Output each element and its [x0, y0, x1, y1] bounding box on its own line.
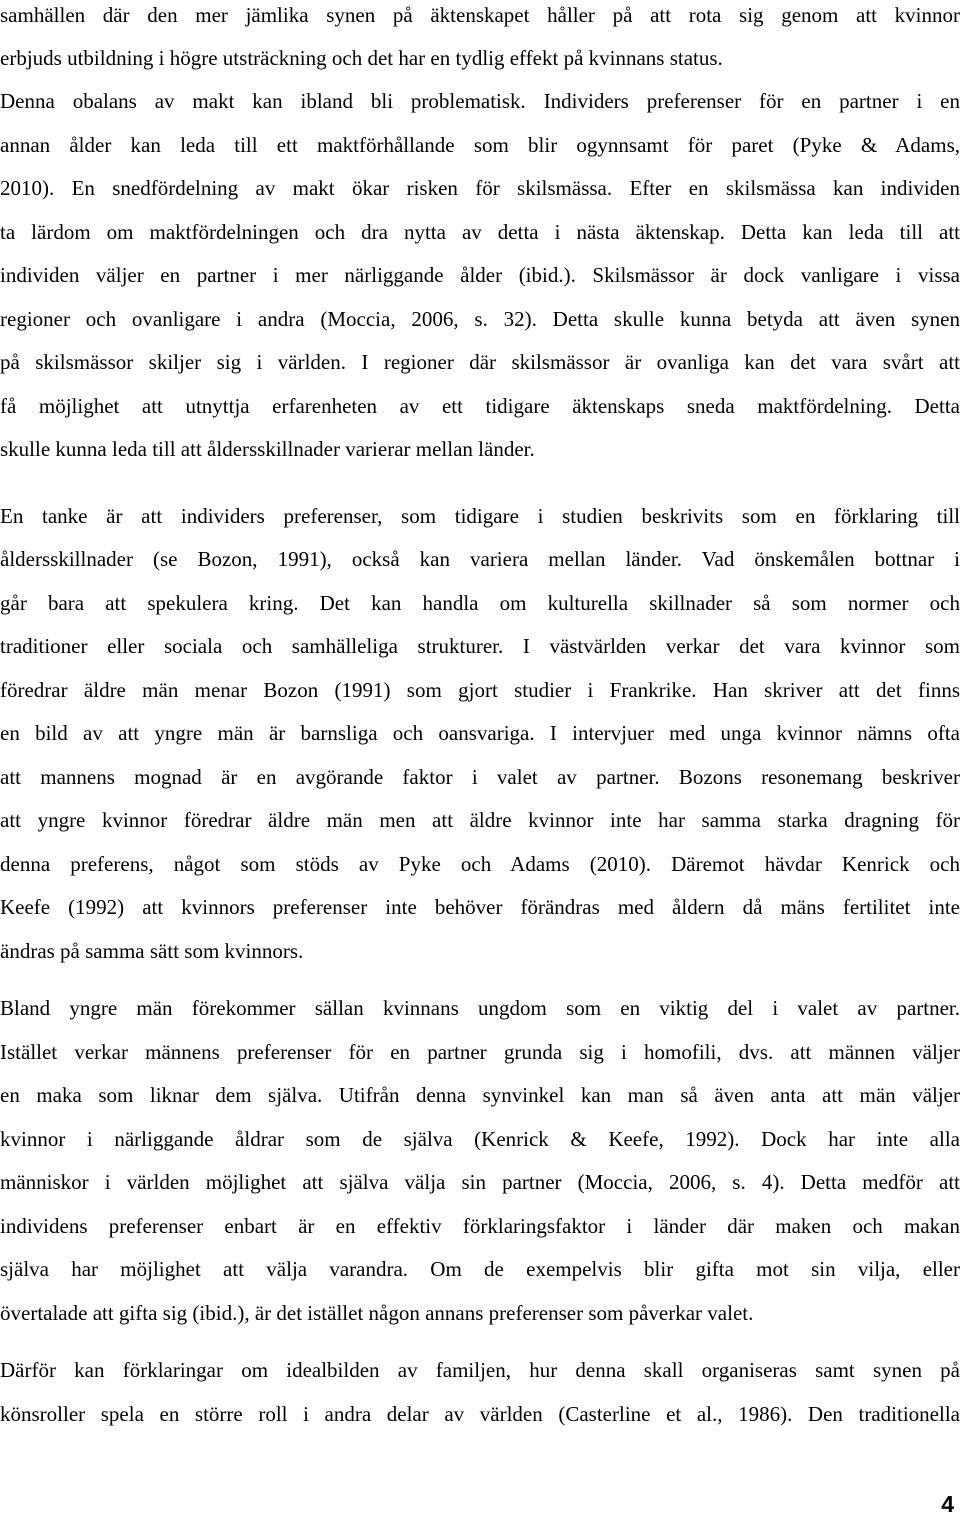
- text-line: kvinnor i närliggande åldrar som de själva (Kenrick & Keefe, 1992). Dock har inte alla: [0, 1127, 960, 1151]
- text-line: Keefe (1992) att kvinnors preferenser inte behöver förändras med åldern då mäns fertilitet inte: [0, 895, 960, 919]
- text-line: könsroller spela en större roll i andra delar av världen (Casterline et al., 1986). Den traditionella: [0, 1402, 960, 1426]
- text-line: samhällen där den mer jämlika synen på äktenskapet håller på att rota sig genom att kvinnor: [0, 3, 960, 27]
- text-line: själva har möjlighet att välja varandra. Om de exempelvis blir gifta mot sin vilja, eller: [0, 1257, 960, 1281]
- text-line: erbjuds utbildning i högre utsträckning och det har en tydlig effekt på kvinnans status.: [0, 46, 723, 70]
- text-line: annan ålder kan leda till ett maktförhållande som blir ogynnsamt för paret (Pyke & Adams,: [0, 133, 960, 157]
- text-line: regioner och ovanligare i andra (Moccia, 2006, s. 32). Detta skulle kunna betyda att även synen: [0, 307, 960, 331]
- text-line: traditioner eller sociala och samhälleliga strukturer. I västvärlden verkar det vara kvinnor som: [0, 634, 960, 658]
- text-line: på skilsmässor skiljer sig i världen. I regioner där skilsmässor är ovanliga kan det vara svårt att: [0, 350, 960, 374]
- text-line: Denna obalans av makt kan ibland bli problematisk. Individers preferenser för en partner i en: [0, 89, 960, 113]
- text-line: Därför kan förklaringar om idealbilden av familjen, hur denna skall organiseras samt synen på: [0, 1358, 960, 1382]
- text-line: skulle kunna leda till att åldersskillnader varierar mellan länder.: [0, 437, 535, 461]
- text-line: ta lärdom om maktfördelningen och dra nytta av detta i nästa äktenskap. Detta kan leda till att: [0, 220, 960, 244]
- page-number: 4: [941, 1491, 954, 1517]
- text-line: 2010). En snedfördelning av makt ökar risken för skilsmässa. Efter en skilsmässa kan individen: [0, 176, 960, 200]
- text-line: få möjlighet att utnyttja erfarenheten av ett tidigare äktenskaps sneda maktfördelning. Detta: [0, 394, 960, 418]
- text-line: att mannens mognad är en avgörande faktor i valet av partner. Bozons resonemang beskriver: [0, 765, 960, 789]
- text-line: Istället verkar männens preferenser för en partner grunda sig i homofili, dvs. att männen väljer: [0, 1040, 960, 1064]
- text-line: åldersskillnader (se Bozon, 1991), också kan variera mellan länder. Vad önskemålen bottnar i: [0, 547, 960, 571]
- text-line: en maka som liknar dem själva. Utifrån denna synvinkel kan man så även anta att män väljer: [0, 1083, 960, 1107]
- text-line: går bara att spekulera kring. Det kan handla om kulturella skillnader så som normer och: [0, 591, 960, 615]
- text-line: att yngre kvinnor föredrar äldre män men att äldre kvinnor inte har samma starka dragning för: [0, 808, 960, 832]
- text-line: individen väljer en partner i mer närliggande ålder (ibid.). Skilsmässor är dock vanligare i vissa: [0, 263, 960, 287]
- text-line: individens preferenser enbart är en effektiv förklaringsfaktor i länder där maken och makan: [0, 1214, 960, 1238]
- text-line: denna preferens, något som stöds av Pyke och Adams (2010). Däremot hävdar Kenrick och: [0, 852, 960, 876]
- text-line: övertalade att gifta sig (ibid.), är det istället någon annans preferenser som påverkar valet.: [0, 1301, 754, 1325]
- text-line: en bild av att yngre män är barnsliga och oansvariga. I intervjuer med unga kvinnor nämns ofta: [0, 721, 960, 745]
- text-line: människor i världen möjlighet att själva välja sin partner (Moccia, 2006, s. 4). Detta medför att: [0, 1170, 960, 1194]
- text-line: föredrar äldre män menar Bozon (1991) som gjort studier i Frankrike. Han skriver att det finns: [0, 678, 960, 702]
- text-line: ändras på samma sätt som kvinnors.: [0, 939, 304, 963]
- text-line: Bland yngre män förekommer sällan kvinnans ungdom som en viktig del i valet av partner.: [0, 996, 960, 1020]
- text-line: En tanke är att individers preferenser, som tidigare i studien beskrivits som en förklaring till: [0, 504, 960, 528]
